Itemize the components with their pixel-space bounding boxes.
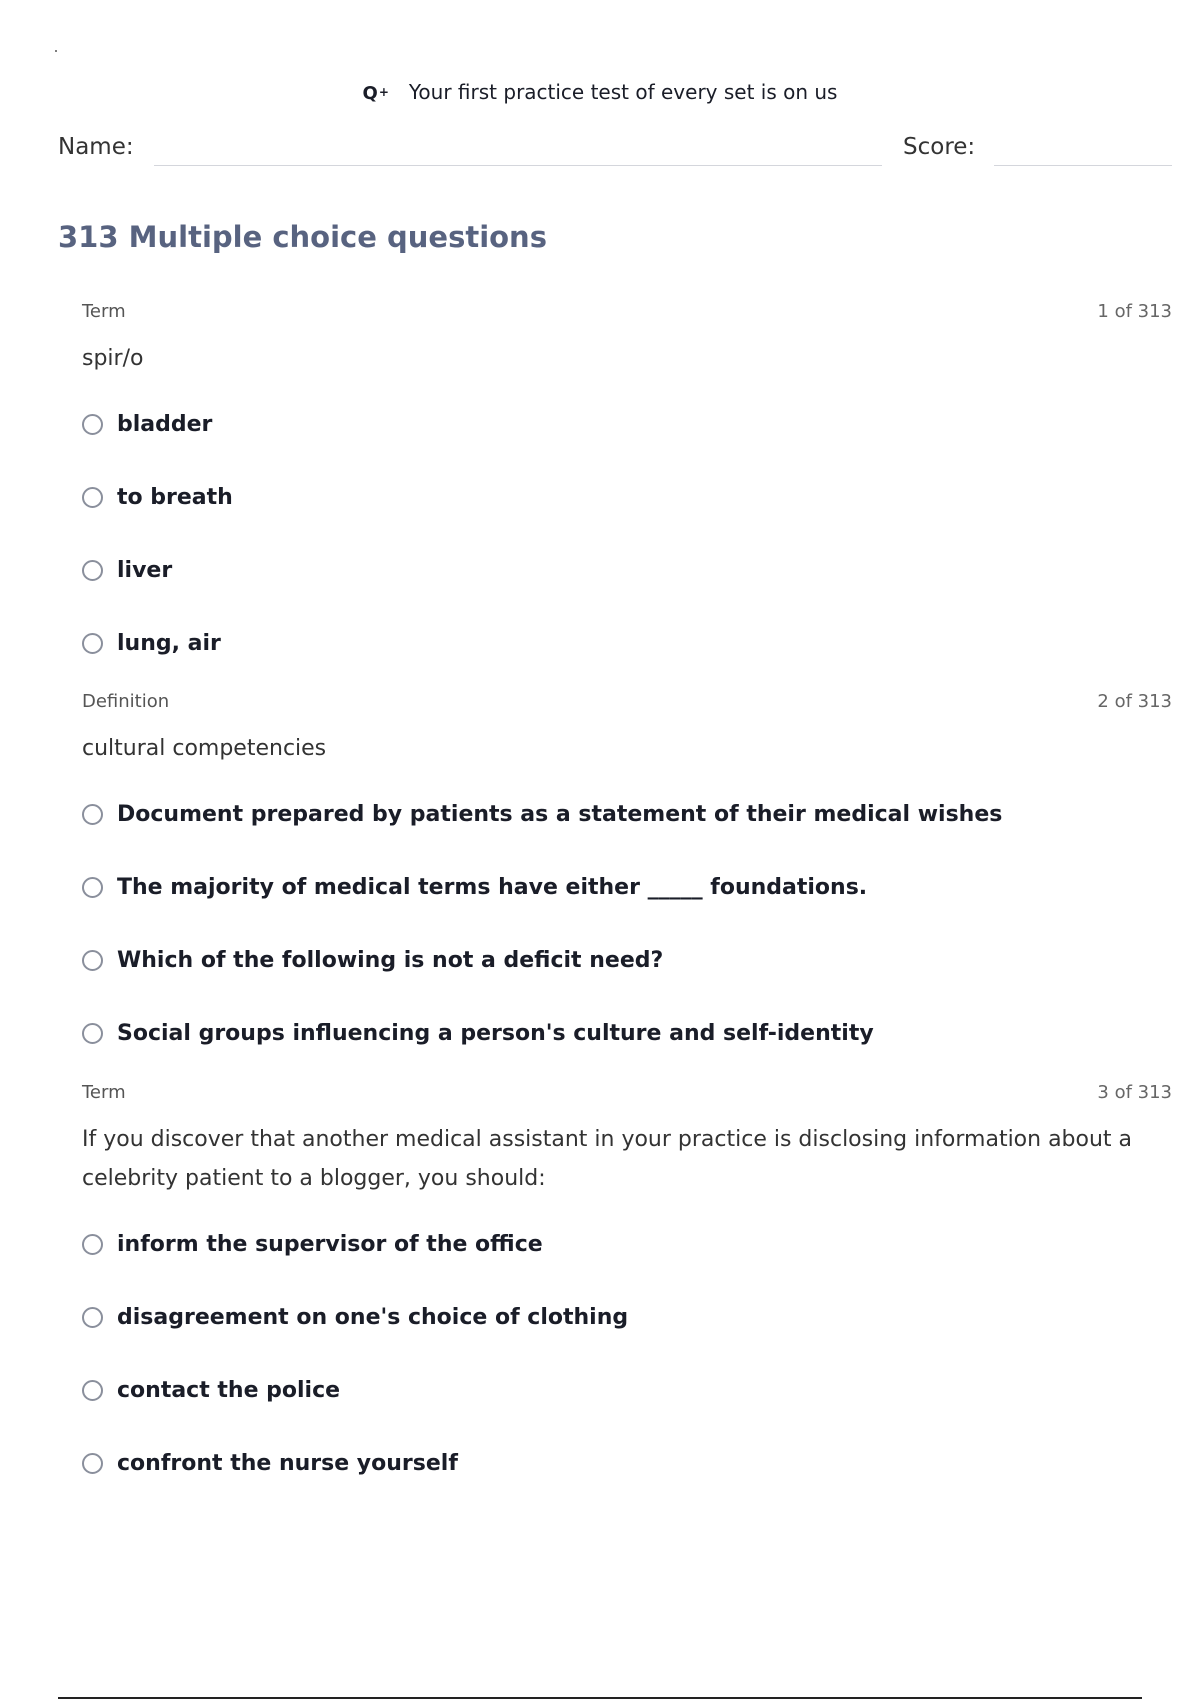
answer-label: lung, air [117, 631, 221, 656]
page-dot [55, 50, 57, 52]
question-2 [82, 691, 1172, 1070]
answer-option[interactable] [82, 607, 1172, 680]
question-3 [82, 1082, 1172, 1500]
name-label: Name: [58, 134, 134, 160]
radio-button[interactable] [82, 560, 103, 581]
question-counter: 2 of 313 [1097, 691, 1172, 712]
quiz-plus-icon: Q+ [362, 83, 389, 104]
answer-label: Which of the following is not a deficit need? [117, 948, 664, 973]
answer-label: disagreement on one's choice of clothing [117, 1305, 629, 1330]
question-prompt: If you discover that another medical assistant in your practice is disclosing information about a celebrity patient to a blogger, you should: [82, 1127, 1133, 1191]
answer-label: to breath [117, 485, 233, 510]
radio-button[interactable] [82, 1453, 103, 1474]
question-header [82, 691, 1172, 715]
answer-label: contact the police [117, 1378, 341, 1403]
answer-option[interactable] [82, 1354, 1172, 1427]
name-score-row [58, 134, 1172, 168]
answer-option[interactable] [82, 388, 1172, 461]
answer-options [82, 1208, 1172, 1500]
answer-label: bladder [117, 412, 213, 437]
question-1 [82, 301, 1172, 680]
answer-options [82, 388, 1172, 680]
radio-button[interactable] [82, 877, 103, 898]
radio-button[interactable] [82, 633, 103, 654]
answer-option[interactable] [82, 851, 1172, 924]
answer-label: Document prepared by patients as a statement of their medical wishes [117, 802, 1003, 827]
answer-options [82, 778, 1172, 1070]
promo-banner [0, 80, 1200, 104]
answer-option[interactable] [82, 997, 1172, 1070]
answer-label: Social groups influencing a person's culture and self-identity [117, 1021, 874, 1046]
question-header [82, 301, 1172, 325]
answer-option[interactable] [82, 778, 1172, 851]
radio-button[interactable] [82, 1380, 103, 1401]
answer-option[interactable] [82, 534, 1172, 607]
question-counter: 1 of 313 [1097, 301, 1172, 322]
promo-text: Your first practice test of every set is on us [408, 80, 838, 104]
radio-button[interactable] [82, 804, 103, 825]
radio-button[interactable] [82, 1307, 103, 1328]
score-label: Score: [903, 134, 976, 160]
radio-button[interactable] [82, 487, 103, 508]
name-field[interactable] [154, 165, 882, 166]
radio-button[interactable] [82, 1234, 103, 1255]
question-prompt: cultural competencies [82, 736, 327, 761]
radio-button[interactable] [82, 414, 103, 435]
footer-divider [58, 1697, 1142, 1699]
question-type: Definition [82, 691, 170, 712]
answer-option[interactable] [82, 1427, 1172, 1500]
question-header [82, 1082, 1172, 1106]
answer-label: liver [117, 558, 173, 583]
answer-label: confront the nurse yourself [117, 1451, 458, 1476]
answer-option[interactable] [82, 924, 1172, 997]
radio-button[interactable] [82, 1023, 103, 1044]
answer-label: inform the supervisor of the office [117, 1232, 543, 1257]
question-type: Term [82, 301, 126, 322]
question-counter: 3 of 313 [1097, 1082, 1172, 1103]
score-field[interactable] [994, 165, 1172, 166]
answer-option[interactable] [82, 1281, 1172, 1354]
radio-button[interactable] [82, 950, 103, 971]
answer-option[interactable] [82, 1208, 1172, 1281]
question-prompt: spir/o [82, 346, 144, 371]
question-type: Term [82, 1082, 126, 1103]
answer-option[interactable] [82, 461, 1172, 534]
answer-label: The majority of medical terms have either _____ foundations. [117, 875, 868, 900]
section-title: 313 Multiple choice questions [58, 220, 547, 254]
